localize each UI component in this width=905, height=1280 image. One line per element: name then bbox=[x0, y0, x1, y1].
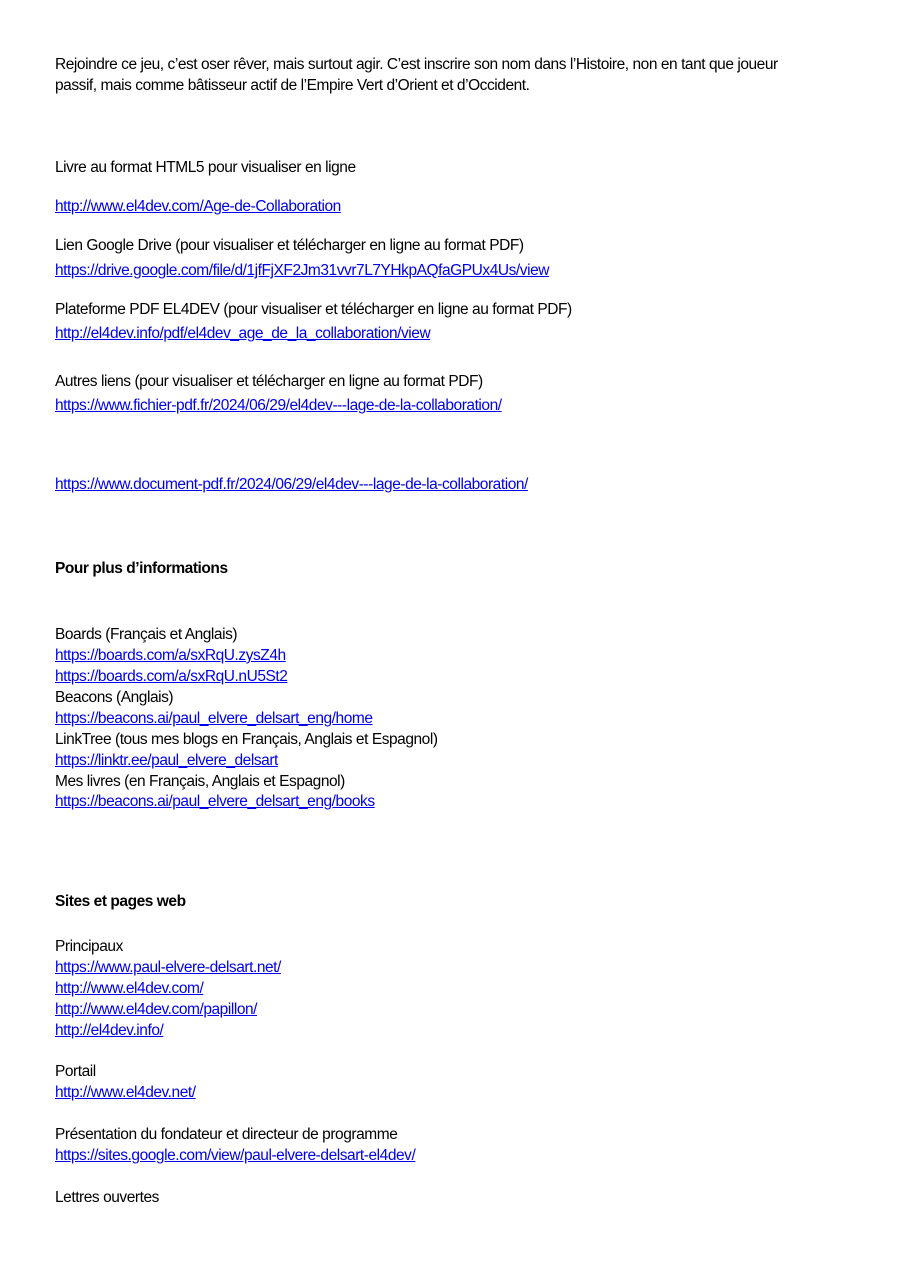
sites-heading: Sites et pages web bbox=[55, 893, 186, 910]
boards-link-1[interactable]: https://boards.com/a/sxRqU.zysZ4h bbox=[55, 647, 286, 664]
beacons-label: Beacons (Anglais) bbox=[55, 689, 174, 706]
google-drive-label: Lien Google Drive (pour visualiser et télécharger en ligne au format PDF) bbox=[55, 237, 524, 254]
el4dev-net-portal-link[interactable]: http://www.el4dev.net/ bbox=[55, 1084, 196, 1101]
el4dev-com-link[interactable]: http://www.el4dev.com/ bbox=[55, 980, 204, 997]
boards-label: Boards (Français et Anglais) bbox=[55, 626, 238, 643]
intro-paragraph-line-2: passif, mais comme bâtisseur actif de l’Empire Vert d’Orient et d’Occident. bbox=[55, 77, 530, 94]
other-links-label: Autres liens (pour visualiser et télécharger en ligne au format PDF) bbox=[55, 373, 483, 390]
portal-label: Portail bbox=[55, 1063, 96, 1080]
google-drive-link[interactable]: https://drive.google.com/file/d/1jfFjXF2Jm31vvr7L7YHkpAQfaGPUx4Us/view bbox=[55, 262, 549, 279]
beacons-home-link[interactable]: https://beacons.ai/paul_elvere_delsart_eng/home bbox=[55, 710, 373, 727]
html5-book-link[interactable]: http://www.el4dev.com/Age-de-Collaboration bbox=[55, 198, 341, 215]
main-sites-label: Principaux bbox=[55, 938, 123, 955]
document-pdf-link[interactable]: https://www.document-pdf.fr/2024/06/29/el4dev---lage-de-la-collaboration/ bbox=[55, 476, 528, 493]
pdf-platform-link[interactable]: http://el4dev.info/pdf/el4dev_age_de_la_collaboration/view bbox=[55, 325, 431, 342]
linktree-link[interactable]: https://linktr.ee/paul_elvere_delsart bbox=[55, 752, 278, 769]
el4dev-papillon-link[interactable]: http://www.el4dev.com/papillon/ bbox=[55, 1001, 258, 1018]
boards-link-2[interactable]: https://boards.com/a/sxRqU.nU5St2 bbox=[55, 668, 288, 685]
html5-book-label: Livre au format HTML5 pour visualiser en ligne bbox=[55, 159, 356, 176]
intro-paragraph-line-1: Rejoindre ce jeu, c’est oser rêver, mais surtout agir. C’est inscrire son nom dans l’Histoire, non en tant que joueur bbox=[55, 56, 778, 73]
my-books-label: Mes livres (en Français, Anglais et Espagnol) bbox=[55, 773, 345, 790]
paul-elvere-delsart-site-link[interactable]: https://www.paul-elvere-delsart.net/ bbox=[55, 959, 281, 976]
open-letters-label: Lettres ouvertes bbox=[55, 1189, 159, 1206]
linktree-label: LinkTree (tous mes blogs en Français, Anglais et Espagnol) bbox=[55, 731, 438, 748]
pdf-platform-label: Plateforme PDF EL4DEV (pour visualiser et télécharger en ligne au format PDF) bbox=[55, 301, 572, 318]
founder-presentation-label: Présentation du fondateur et directeur de programme bbox=[55, 1126, 398, 1143]
founder-google-site-link[interactable]: https://sites.google.com/view/paul-elvere-delsart-el4dev/ bbox=[55, 1147, 416, 1164]
fichier-pdf-link[interactable]: https://www.fichier-pdf.fr/2024/06/29/el4dev---lage-de-la-collaboration/ bbox=[55, 397, 502, 414]
el4dev-info-link[interactable]: http://el4dev.info/ bbox=[55, 1022, 164, 1039]
more-info-heading: Pour plus d’informations bbox=[55, 560, 228, 577]
beacons-books-link[interactable]: https://beacons.ai/paul_elvere_delsart_eng/books bbox=[55, 793, 375, 810]
